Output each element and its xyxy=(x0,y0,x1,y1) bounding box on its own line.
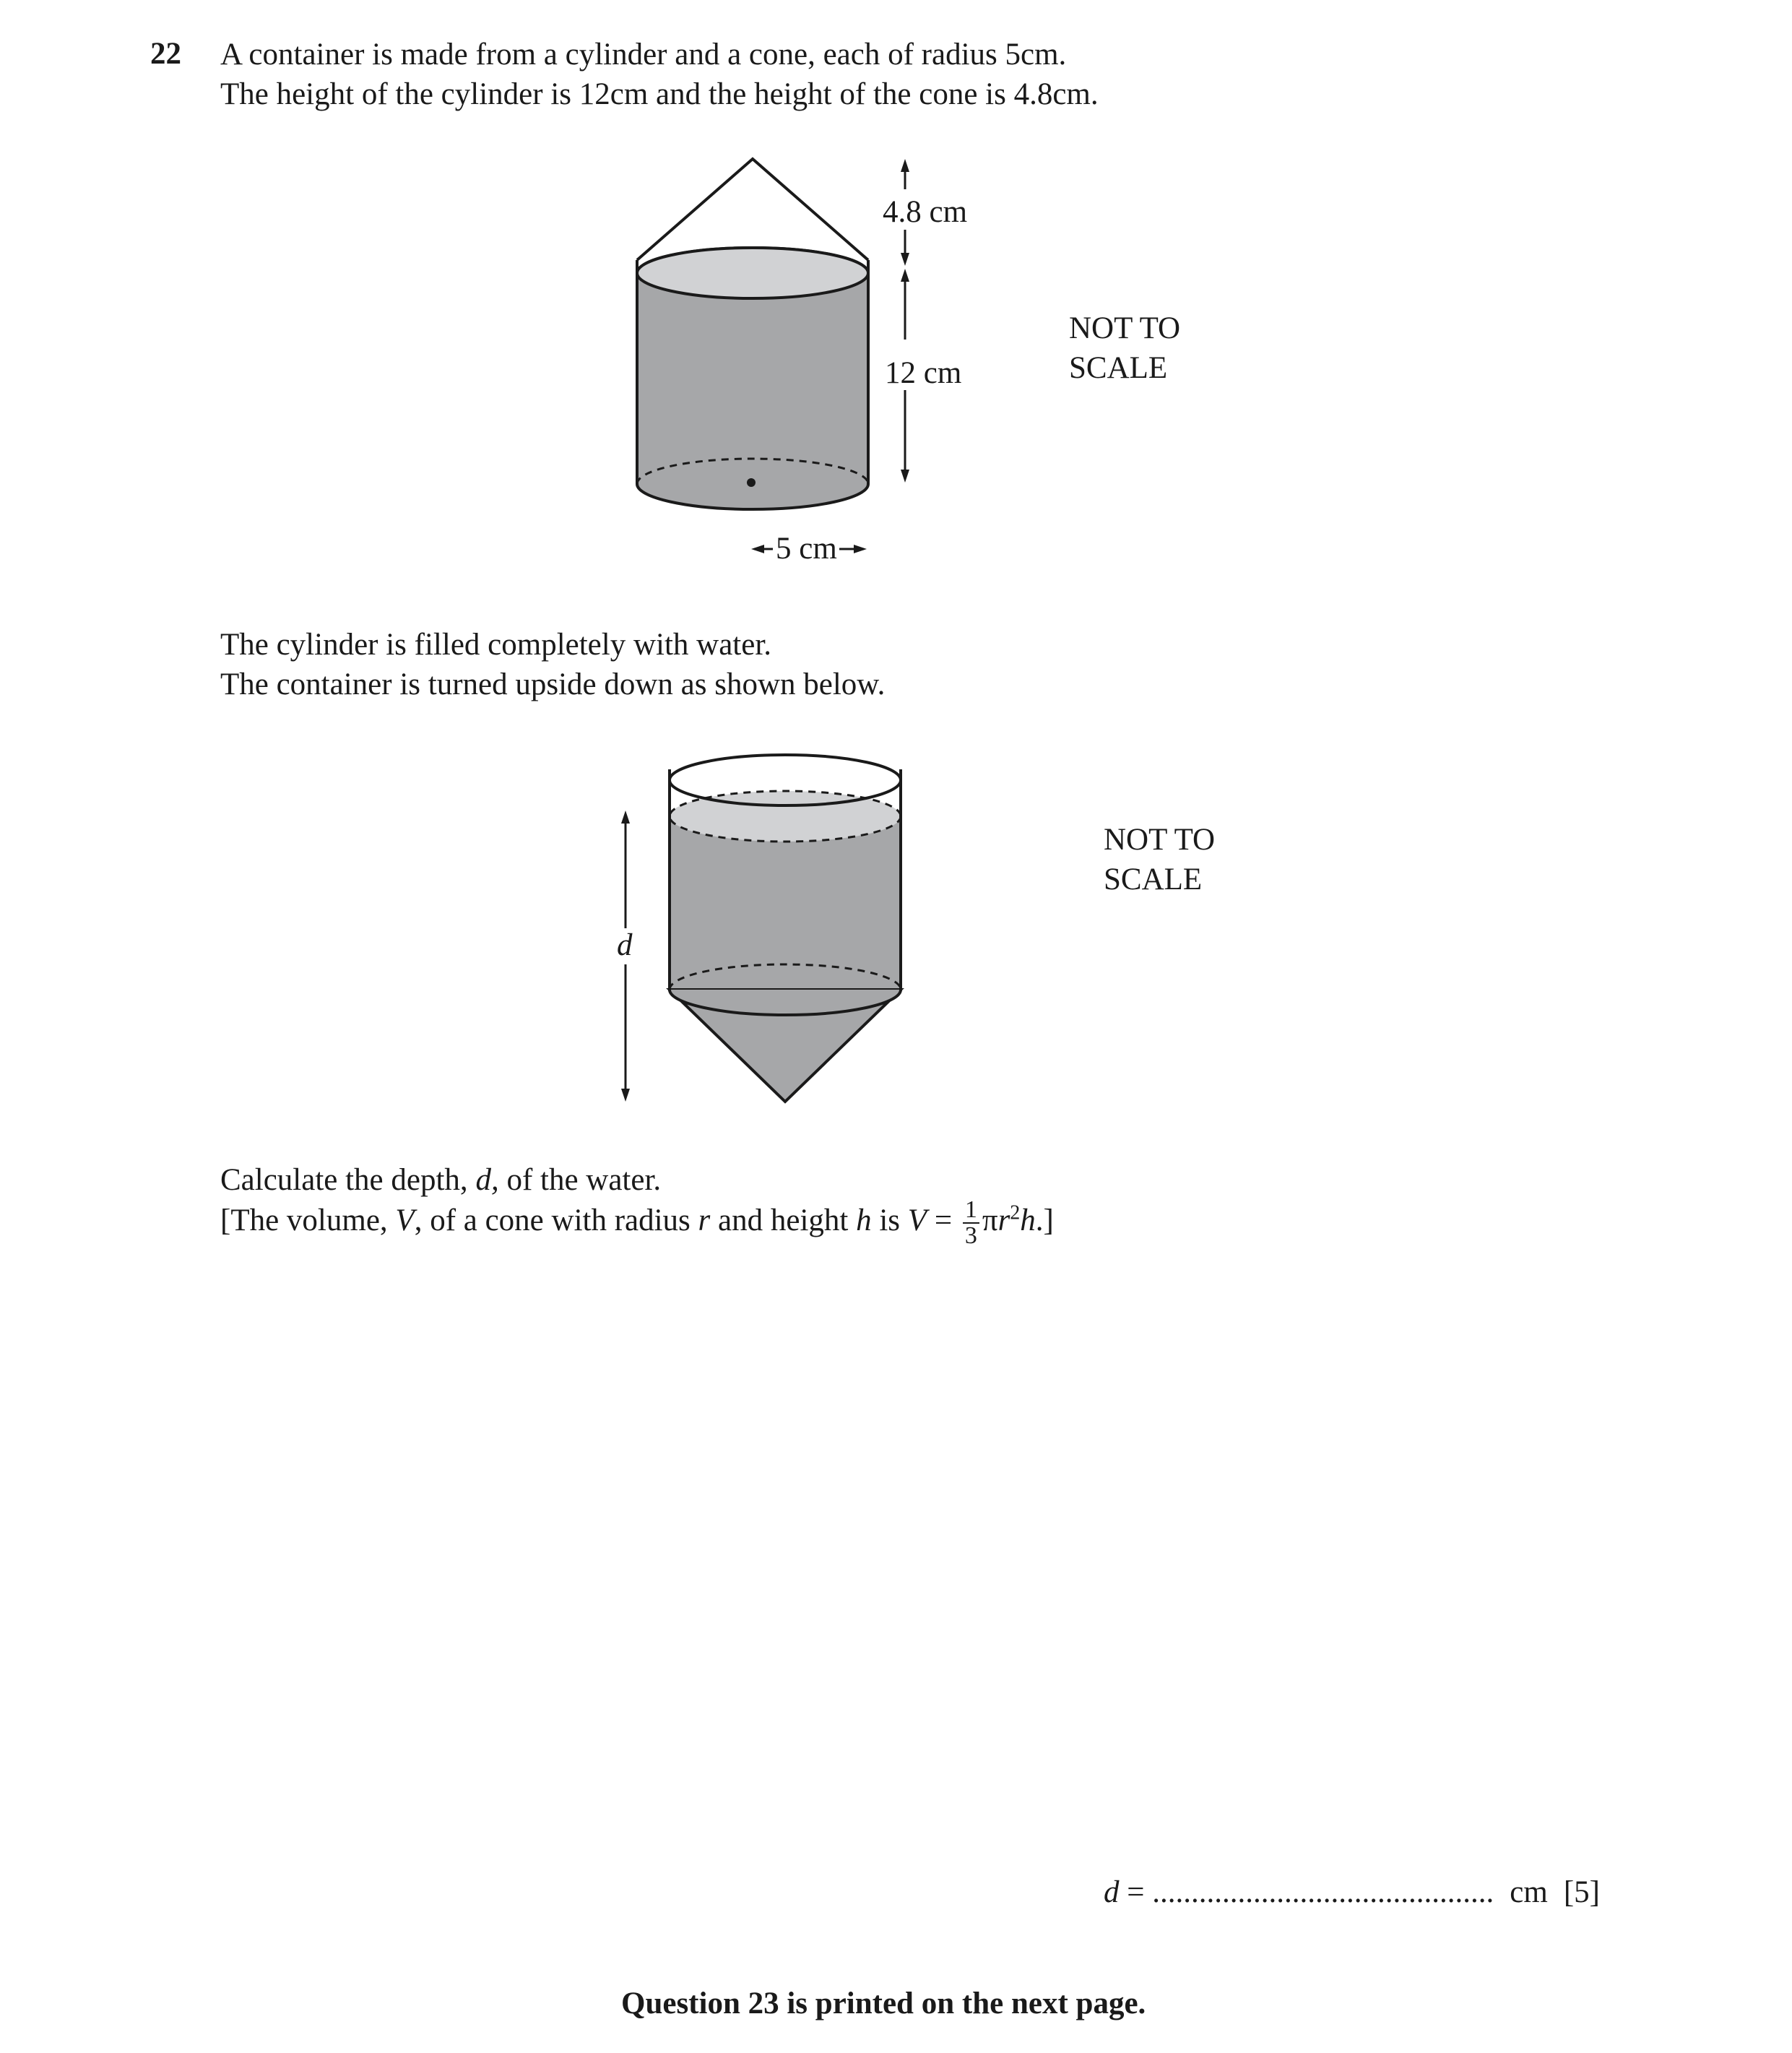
scale-note-1-line-1: NOT TO xyxy=(1069,311,1181,345)
formula-close: .] xyxy=(1035,1203,1054,1237)
middle-text-line-1: The cylinder is filled completely with water. xyxy=(220,628,772,662)
task-line-1-b: of the water. xyxy=(498,1163,662,1197)
formula-V2: V xyxy=(907,1203,927,1237)
cone-height-label: 4.8 cm xyxy=(883,195,968,229)
middle-text-line-2: The container is turned upside down as shown below. xyxy=(220,667,886,701)
formula-open: [The volume, xyxy=(220,1203,396,1237)
answer-field[interactable]: ............................................ xyxy=(1152,1875,1494,1909)
footer-note: Question 23 is printed on the next page. xyxy=(621,1987,1146,2020)
formula-square: 2 xyxy=(1010,1201,1021,1224)
task-line-1-a: Calculate the depth, xyxy=(220,1163,476,1197)
formula-mid1: , of a cone with radius xyxy=(414,1203,698,1237)
scale-note-2-line-2: SCALE xyxy=(1104,863,1203,896)
formula-mid2: and height xyxy=(710,1203,857,1237)
formula-fraction xyxy=(963,1198,979,1248)
answer-line xyxy=(1104,1873,1600,1912)
depth-label: d xyxy=(617,928,633,962)
question-number: 22 xyxy=(150,37,181,71)
cone-volume-formula xyxy=(220,1192,1054,1250)
answer-equals: = xyxy=(1119,1875,1153,1909)
fraction-numerator: 1 xyxy=(963,1198,979,1224)
question-intro-line-2: The height of the cylinder is 12cm and the height of the cone is 4.8cm. xyxy=(220,77,1099,111)
scale-note-2-line-1: NOT TO xyxy=(1104,823,1216,857)
scale-note-1-line-2: SCALE xyxy=(1069,351,1168,385)
formula-h: h xyxy=(856,1203,872,1237)
answer-marks: [5] xyxy=(1563,1875,1600,1909)
cylinder-height-label: 12 cm xyxy=(885,356,962,390)
formula-eq: = xyxy=(927,1203,960,1237)
formula-pi: π xyxy=(982,1203,998,1237)
task-line-1-var: d, xyxy=(475,1163,499,1197)
question-intro-line-1: A container is made from a cylinder and a cone, each of radius 5cm. xyxy=(220,38,1067,72)
formula-r: r xyxy=(698,1203,711,1237)
answer-unit: cm xyxy=(1510,1875,1548,1909)
fraction-denominator: 3 xyxy=(964,1222,977,1250)
formula-r2: r xyxy=(997,1203,1010,1237)
answer-var: d xyxy=(1104,1875,1120,1909)
radius-label: 5 cm xyxy=(776,532,837,566)
formula-h2: h xyxy=(1020,1203,1036,1237)
formula-mid3: is xyxy=(871,1203,908,1237)
formula-V: V xyxy=(395,1203,415,1237)
